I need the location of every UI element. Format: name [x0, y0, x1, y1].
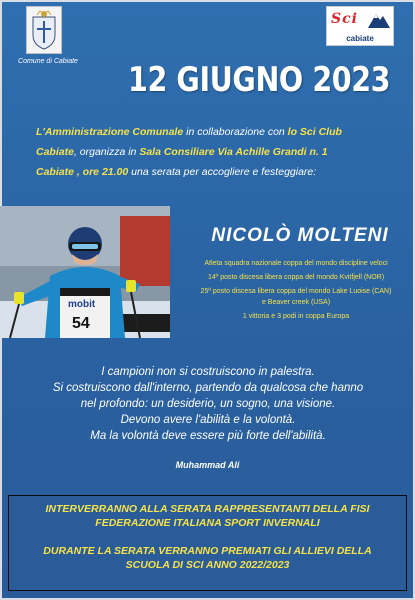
- bib-number: 54: [72, 315, 90, 332]
- quote-line: Ma la volontà deve essere più forte dell'abilità.: [90, 430, 326, 442]
- comune-label: Comune di Cabiate: [18, 58, 78, 65]
- quote-line: Devono avere l'abilità e la volontà.: [120, 414, 296, 426]
- intro-time: Cabiate , ore 21.00: [36, 166, 129, 178]
- notice-box: [8, 495, 407, 591]
- notice-line: FEDERAZIONE ITALIANA SPORT INVERNALI: [95, 517, 320, 529]
- achievement-item: e Beaver creek (USA): [261, 299, 331, 306]
- achievement-item: 1 vittoria e 3 podi in coppa Europa: [242, 313, 350, 320]
- logo-text: Sci: [331, 11, 358, 27]
- coat-of-arms-icon: [26, 6, 62, 54]
- quote-line: I campioni non si costruiscono in palestra.: [101, 366, 315, 378]
- intro-club: lo Sci Club: [287, 126, 342, 138]
- mountain-icon: [368, 10, 390, 28]
- intro-venue: Sala Consiliare Via Achille Grandi n. 1: [139, 146, 328, 158]
- logo-subtext: cabiate: [346, 34, 374, 43]
- intro-text: [36, 122, 396, 182]
- quote-line: Si costruiscono dall'interno, partendo da qualcosa che hanno: [52, 382, 364, 394]
- sci-club-logo: [326, 6, 394, 46]
- notice-line: DURANTE LA SERATA VERRANNO PREMIATI GLI ALLIEVI DELLA: [43, 545, 372, 557]
- achievement-item: Atleta squadra nazionale coppa del mondo discipline veloci: [204, 260, 388, 267]
- quote-line: nel profondo: un desiderio, un sogno, una visione.: [80, 398, 336, 410]
- notice-line: SCUOLA DI SCI ANNO 2022/2023: [125, 559, 290, 571]
- athlete-photo: [0, 206, 170, 338]
- athlete-name: NICOLÒ MOLTENI: [211, 225, 389, 246]
- quote-author: Muhammad Ali: [175, 460, 240, 470]
- achievements-list: [180, 258, 412, 325]
- intro-part: , organizza in: [73, 146, 140, 158]
- achievement-item: 25º posto discesa libera coppa del mondo Lake Luoise (CAN): [200, 288, 392, 295]
- intro-part: una serata per accogliere e festeggiare:: [128, 166, 317, 178]
- bib-sponsor: mobit: [68, 299, 96, 310]
- notice-line: INTERVERRANNO ALLA SERATA RAPPRESENTANTI DELLA FISI: [45, 503, 370, 515]
- quote: [22, 364, 394, 444]
- notice-spacer: [9, 530, 406, 544]
- event-date: 12 GIUGNO 2023: [128, 60, 391, 100]
- achievement-item: 14º posto discesa libera coppa del mondo Kvitfjell (NOR): [207, 274, 385, 281]
- intro-organizer: L'Amministrazione Comunale: [36, 126, 184, 138]
- intro-part: in collaborazione con: [183, 126, 288, 138]
- intro-club-town: Cabiate: [36, 146, 74, 158]
